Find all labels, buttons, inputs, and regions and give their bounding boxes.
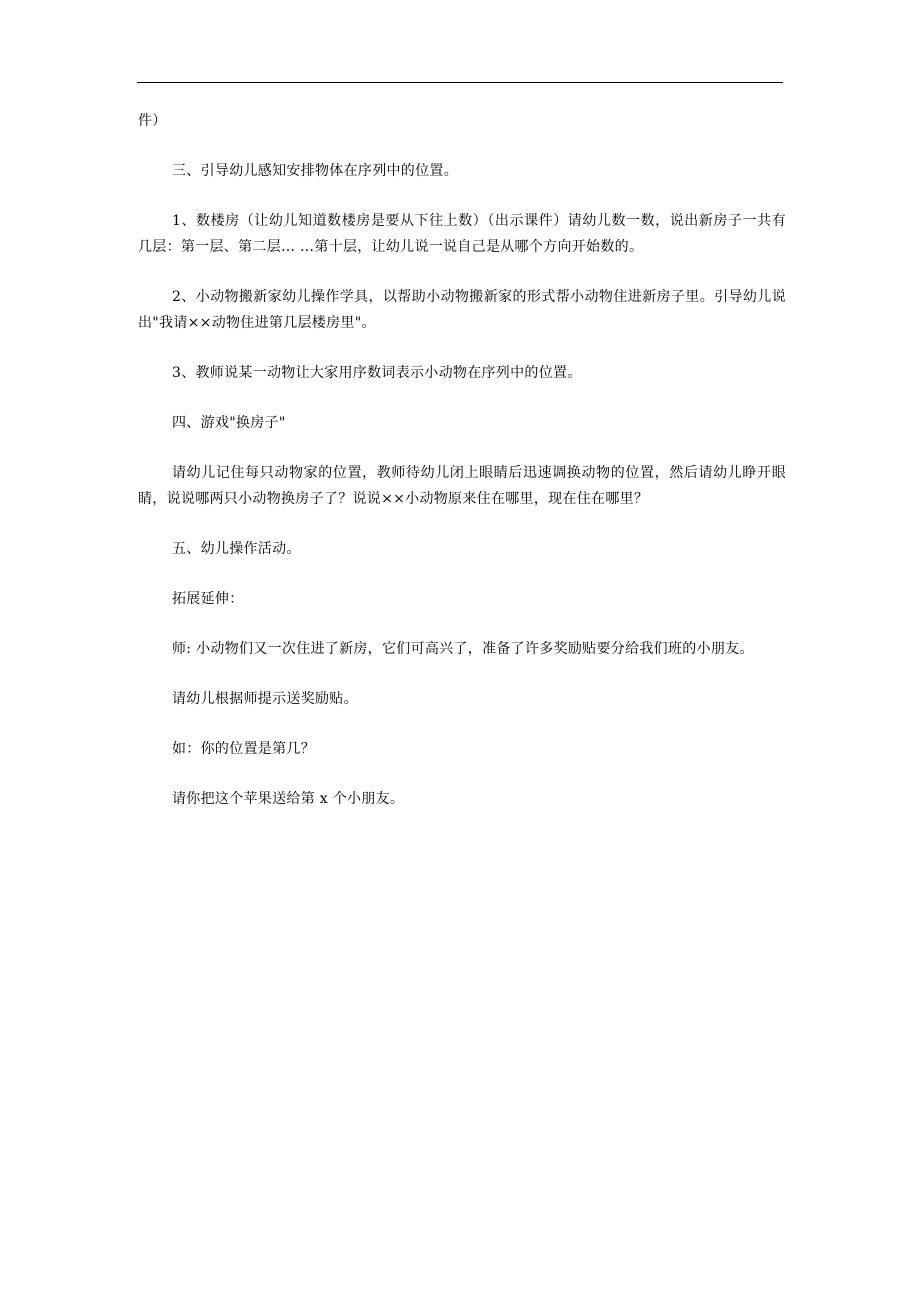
step-3-paragraph: 3、教师说某一动物让大家用序数词表示小动物在序列中的位置。 [172, 365, 582, 381]
section-heading-4: 四、游戏"换房子" [172, 415, 286, 431]
example-question-paragraph: 如：你的位置是第几？ [172, 741, 315, 757]
teacher-speech-paragraph: 师: 小动物们又一次住进了新房，它们可高兴了，准备了许多奖励贴要分给我们班的小朋友。 [172, 641, 754, 657]
game-instructions-paragraph: 请幼儿记住每只动物家的位置，教师待幼儿闭上眼睛后迅速调换动物的位置，然后请幼儿睁开眼睛，说说哪两只小动物换房子了？说说××小动物原来住在哪里，现在住在哪里？ [138, 465, 786, 507]
header-rule [137, 82, 783, 83]
paragraph-continuation: 件） [138, 113, 167, 129]
step-2-paragraph: 2、小动物搬新家幼儿操作学具，以帮助小动物搬新家的形式帮小动物住进新房子里。引导幼儿说出"我请××动物住进第几层楼房里"。 [138, 289, 786, 331]
section-heading-3: 三、引导幼儿感知安排物体在序列中的位置。 [172, 163, 458, 179]
document-body [138, 108, 786, 812]
step-1-paragraph: 1、数楼房（让幼儿知道数楼房是要从下往上数）（出示课件）请幼儿数一数，说出新房子一共有几层：第一层、第二层… …第十层，让幼儿说一说自己是从哪个方向开始数的。 [138, 213, 786, 255]
example-instruction-paragraph: 请你把这个苹果送给第 x 个小朋友。 [172, 791, 405, 807]
reward-instruction-paragraph: 请幼儿根据师提示送奖励贴。 [172, 691, 358, 707]
section-heading-5: 五、幼儿操作活动。 [172, 541, 301, 557]
extension-heading: 拓展延伸： [172, 591, 244, 607]
